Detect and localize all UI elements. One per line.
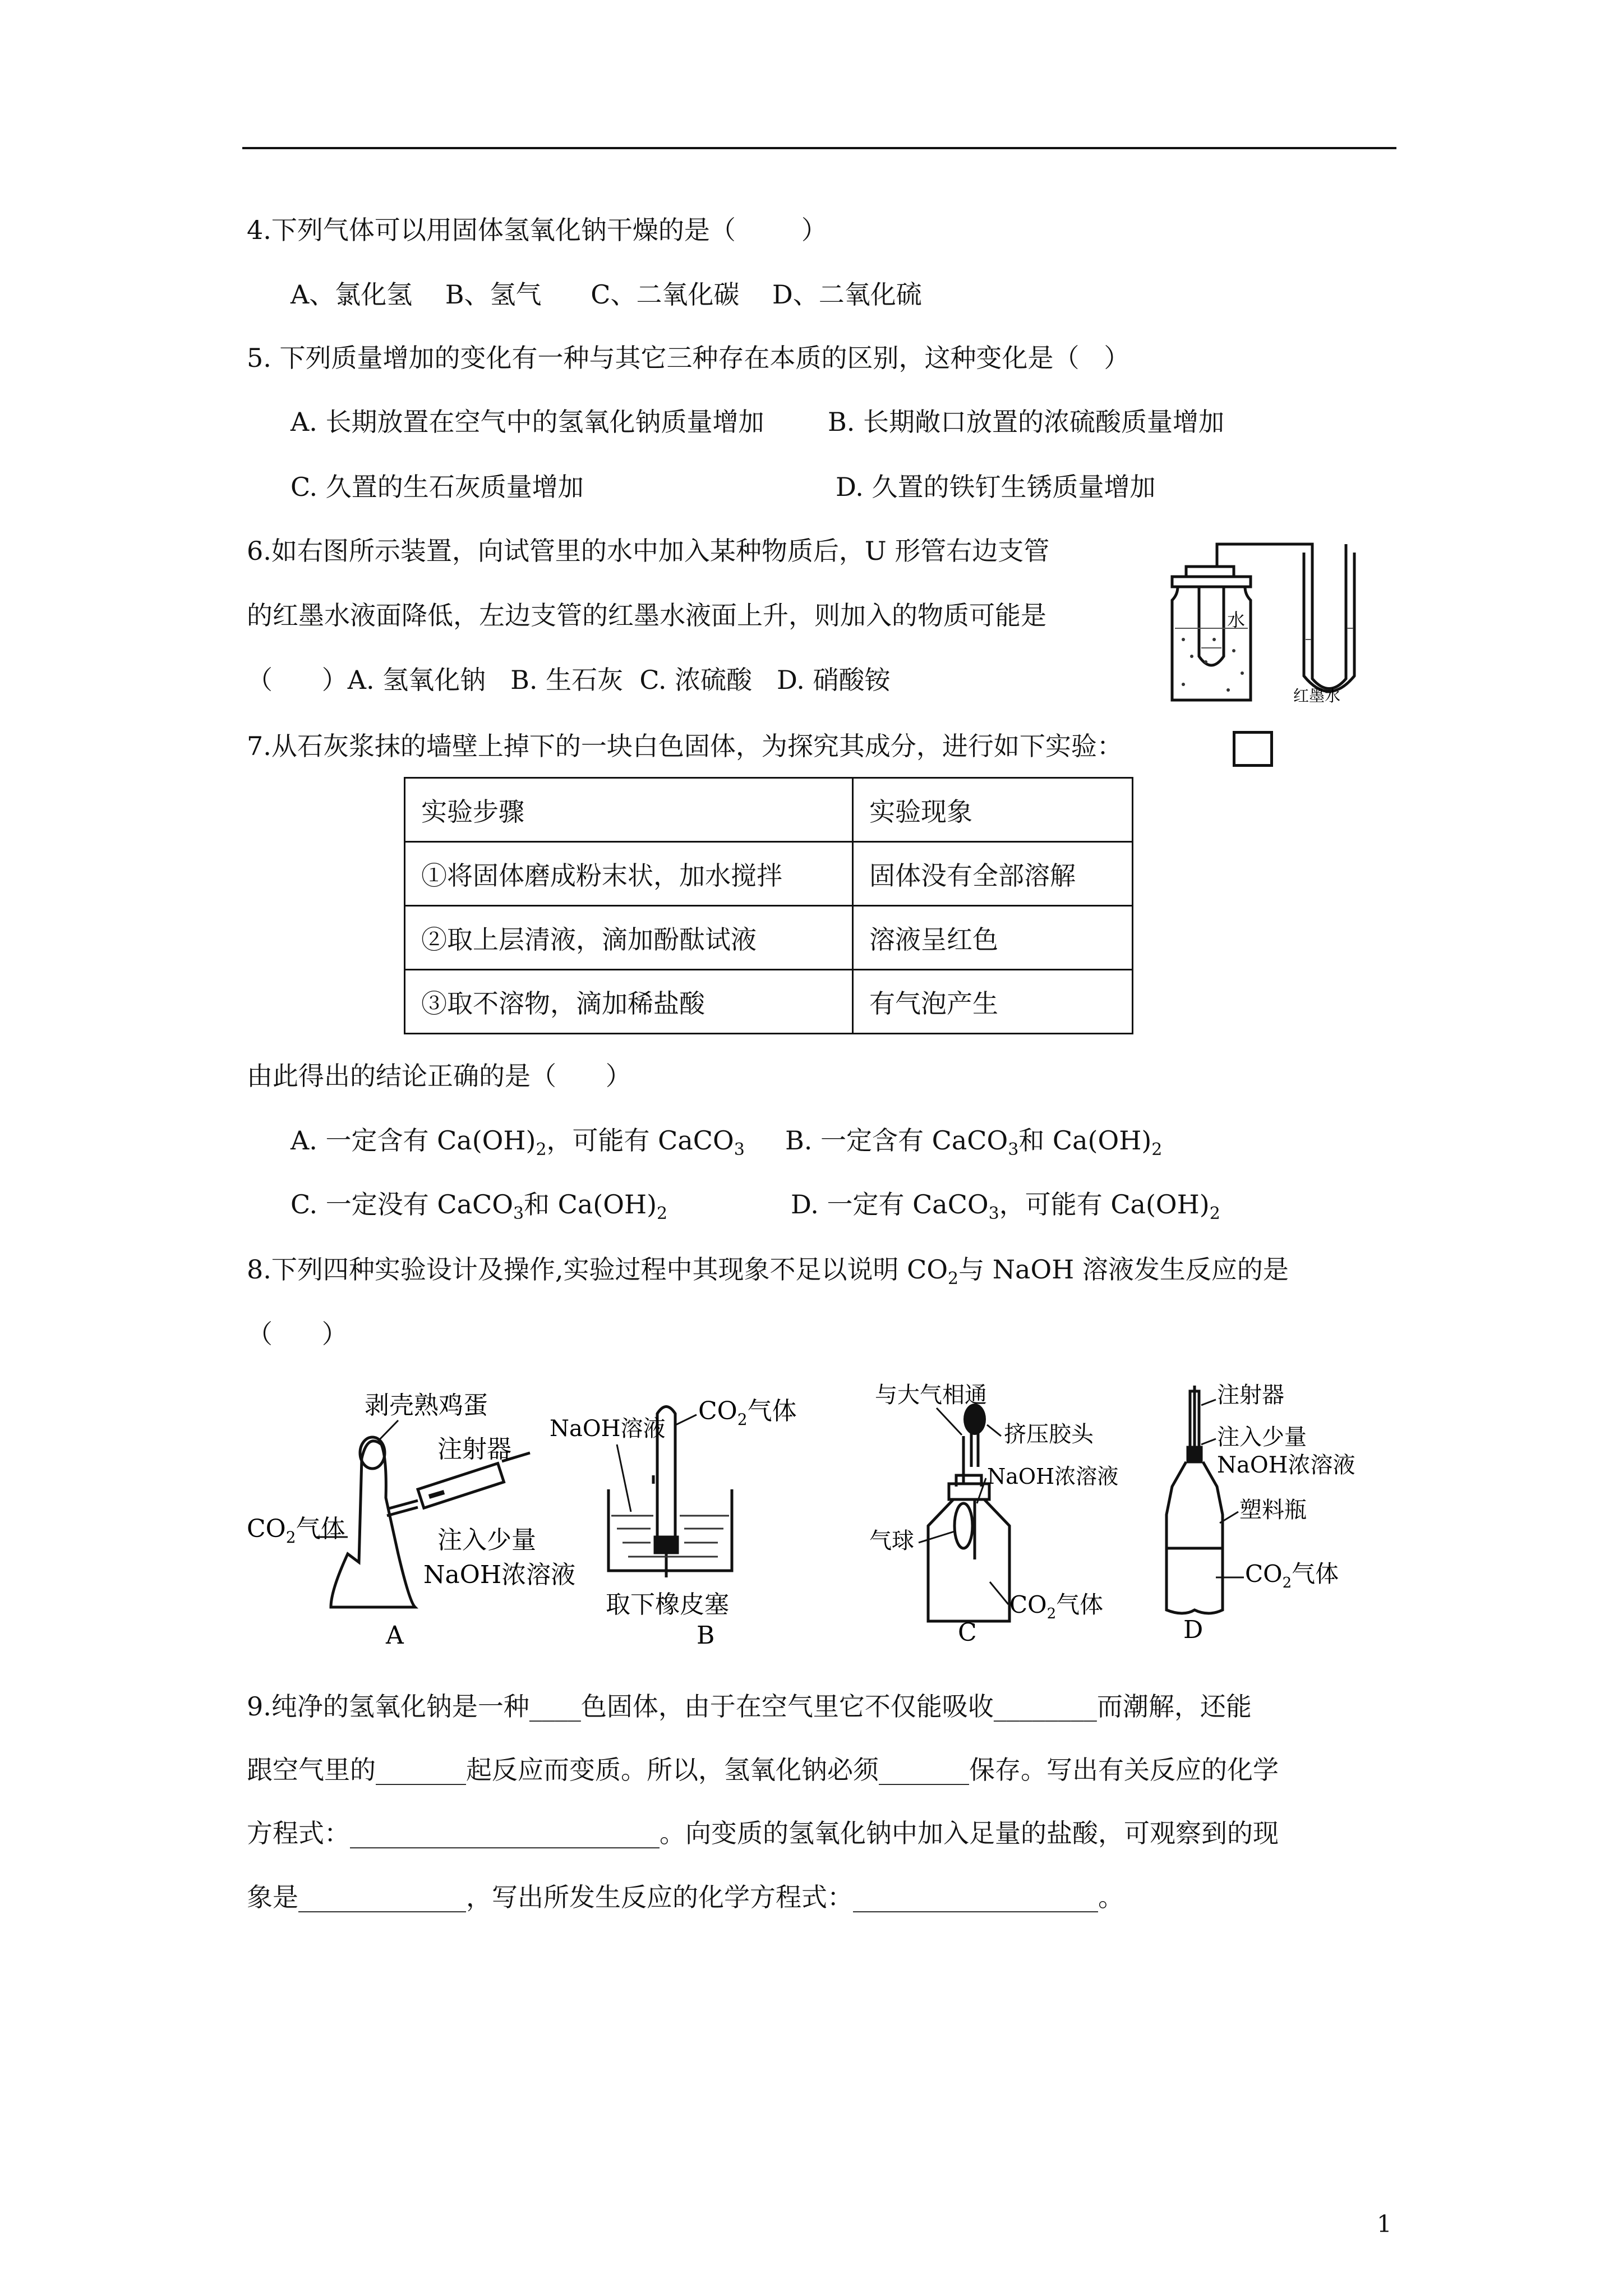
- fig-b-remove-label: 取下橡皮塞: [606, 1590, 729, 1619]
- fig-c-naoh-label: NaOH浓溶液: [987, 1464, 1119, 1489]
- dropper-bulb-icon: [963, 1404, 986, 1435]
- answer-box: [1233, 731, 1273, 767]
- fig-c-letter: C: [958, 1618, 977, 1647]
- fig-c-squeeze-label: 挤压胶头: [1004, 1421, 1094, 1447]
- fig-c-co2-label: $CO_2$气体: [1009, 1591, 1104, 1622]
- q8-experiment-figures: [236, 1369, 1402, 1660]
- fig-a-inject-label-2: NaOH浓溶液: [423, 1561, 576, 1589]
- q6-water-label: 水: [1227, 609, 1246, 631]
- fig-c-balloon-label: 气球: [869, 1528, 914, 1554]
- q5-option-d: D. 久置的铁钉生锈质量增加: [836, 472, 1156, 502]
- fig-b-naoh-label: NaOH溶液: [550, 1416, 666, 1442]
- q6-apparatus-figure: [1161, 527, 1368, 712]
- q9-line3: 方程式：________________________。向变质的氢氧化钠中加入足量的盐酸，可观察到的现: [247, 1818, 1279, 1848]
- figure-c: [928, 1430, 1009, 1621]
- table-row: [405, 970, 1133, 1034]
- table-row: [405, 842, 1133, 906]
- q7-conclusion: 由此得出的结论正确的是（ ）: [247, 1061, 631, 1091]
- fig-a-letter: A: [386, 1621, 404, 1650]
- fig-a-inject-label-1: 注入少量: [437, 1526, 536, 1554]
- fig-d-letter: D: [1183, 1616, 1204, 1644]
- q4-stem: 4.下列气体可以用固体氢氧化钠干燥的是（ ）: [247, 215, 827, 245]
- fig-a-co2-label: $CO_2$气体: [247, 1515, 345, 1547]
- q8-answer-paren: （ ）: [247, 1319, 348, 1349]
- table-cell: ①将固体磨成粉末状，加水搅拌: [405, 842, 853, 906]
- q5-option-c: C. 久置的生石灰质量增加: [291, 472, 584, 502]
- header-rule: [242, 147, 1396, 149]
- fig-b-co2-label: $CO_2$气体: [698, 1397, 797, 1429]
- fig-d-bottle-label: 塑料瓶: [1239, 1497, 1307, 1523]
- fig-d-inject-label-1: 注入少量: [1217, 1424, 1307, 1450]
- q7-option-c: C. 一定没有 CaCO$_3$和 $Ca(OH)_2$: [291, 1189, 668, 1223]
- q6-line2: 的红墨水液面降低，左边支管的红墨水液面上升，则加入的物质可能是: [247, 600, 1046, 631]
- q6-ink-label: 红墨水: [1293, 687, 1341, 705]
- table-cell: ②取上层清液，滴加酚酞试液: [405, 906, 853, 970]
- q8-stem: 8.下列四种实验设计及操作,实验过程中其现象不足以说明 $CO_2$与 NaOH 溶液发生反应的是: [247, 1254, 1289, 1289]
- table-header-cell: 实验现象: [853, 778, 1133, 842]
- q5-option-a: A. 长期放置在空气中的氢氧化钠质量增加: [291, 407, 764, 437]
- table-cell: 有气泡产生: [853, 970, 1133, 1034]
- table-header-cell: 实验步骤: [405, 778, 853, 842]
- table-cell: ③取不溶物，滴加稀盐酸: [405, 970, 853, 1034]
- q7-option-a: A. 一定含有 $Ca(OH)_2$，可能有 CaCO$_3$: [291, 1125, 745, 1159]
- table-header-row: [405, 778, 1133, 842]
- fig-d-co2-label: $CO_2$气体: [1245, 1560, 1339, 1591]
- experiment-table: [404, 777, 1133, 1034]
- q5-stem: 5. 下列质量增加的变化有一种与其它三种存在本质的区别，这种变化是（ ）: [247, 343, 1130, 373]
- table-row: [405, 906, 1133, 970]
- table-cell: 固体没有全部溶解: [853, 842, 1133, 906]
- figure-d: [1166, 1386, 1223, 1613]
- q9-line4: 象是_____________，写出所发生反应的化学方程式：___________________。: [247, 1882, 1124, 1912]
- fig-d-inject-label-2: NaOH浓溶液: [1217, 1452, 1355, 1478]
- fig-c-atm-label: 与大气相通: [875, 1382, 987, 1408]
- fig-a-syringe-label: 注射器: [437, 1435, 511, 1464]
- q7-option-d: D. 一定有 CaCO$_3$，可能有 $Ca(OH)_2$: [791, 1189, 1220, 1223]
- q9-line1: 9.纯净的氢氧化钠是一种____色固体，由于在空气里它不仅能吸收________而潮解，还能: [247, 1691, 1252, 1722]
- q9-line2: 跟空气里的_______起反应而变质。所以，氢氧化钠必须_______保存。写出有关反应的化学: [247, 1755, 1279, 1785]
- q6-line3: （ ）A. 氢氧化钠 B. 生石灰 C. 浓硫酸 D. 硝酸铵: [247, 665, 891, 695]
- page-number: 1: [1377, 2210, 1392, 2238]
- fig-d-syringe-label: 注射器: [1217, 1382, 1284, 1408]
- q7-option-b: B. 一定含有 CaCO$_3$和 $Ca(OH)_2$: [785, 1125, 1163, 1159]
- fig-a-egg-label: 剥壳熟鸡蛋: [365, 1391, 488, 1420]
- q5-option-b: B. 长期敞口放置的浓硫酸质量增加: [828, 407, 1225, 437]
- table-cell: 溶液呈红色: [853, 906, 1133, 970]
- q6-line1: 6.如右图所示装置，向试管里的水中加入某种物质后，U 形管右边支管: [247, 536, 1050, 566]
- fig-b-letter: B: [697, 1621, 715, 1650]
- q4-options: A、氯化氢 B、氢气 C、二氧化碳 D、二氧化硫: [291, 279, 922, 310]
- q7-stem: 7.从石灰浆抹的墙壁上掉下的一块白色固体，为探究其成分，进行如下实验：: [247, 731, 1123, 761]
